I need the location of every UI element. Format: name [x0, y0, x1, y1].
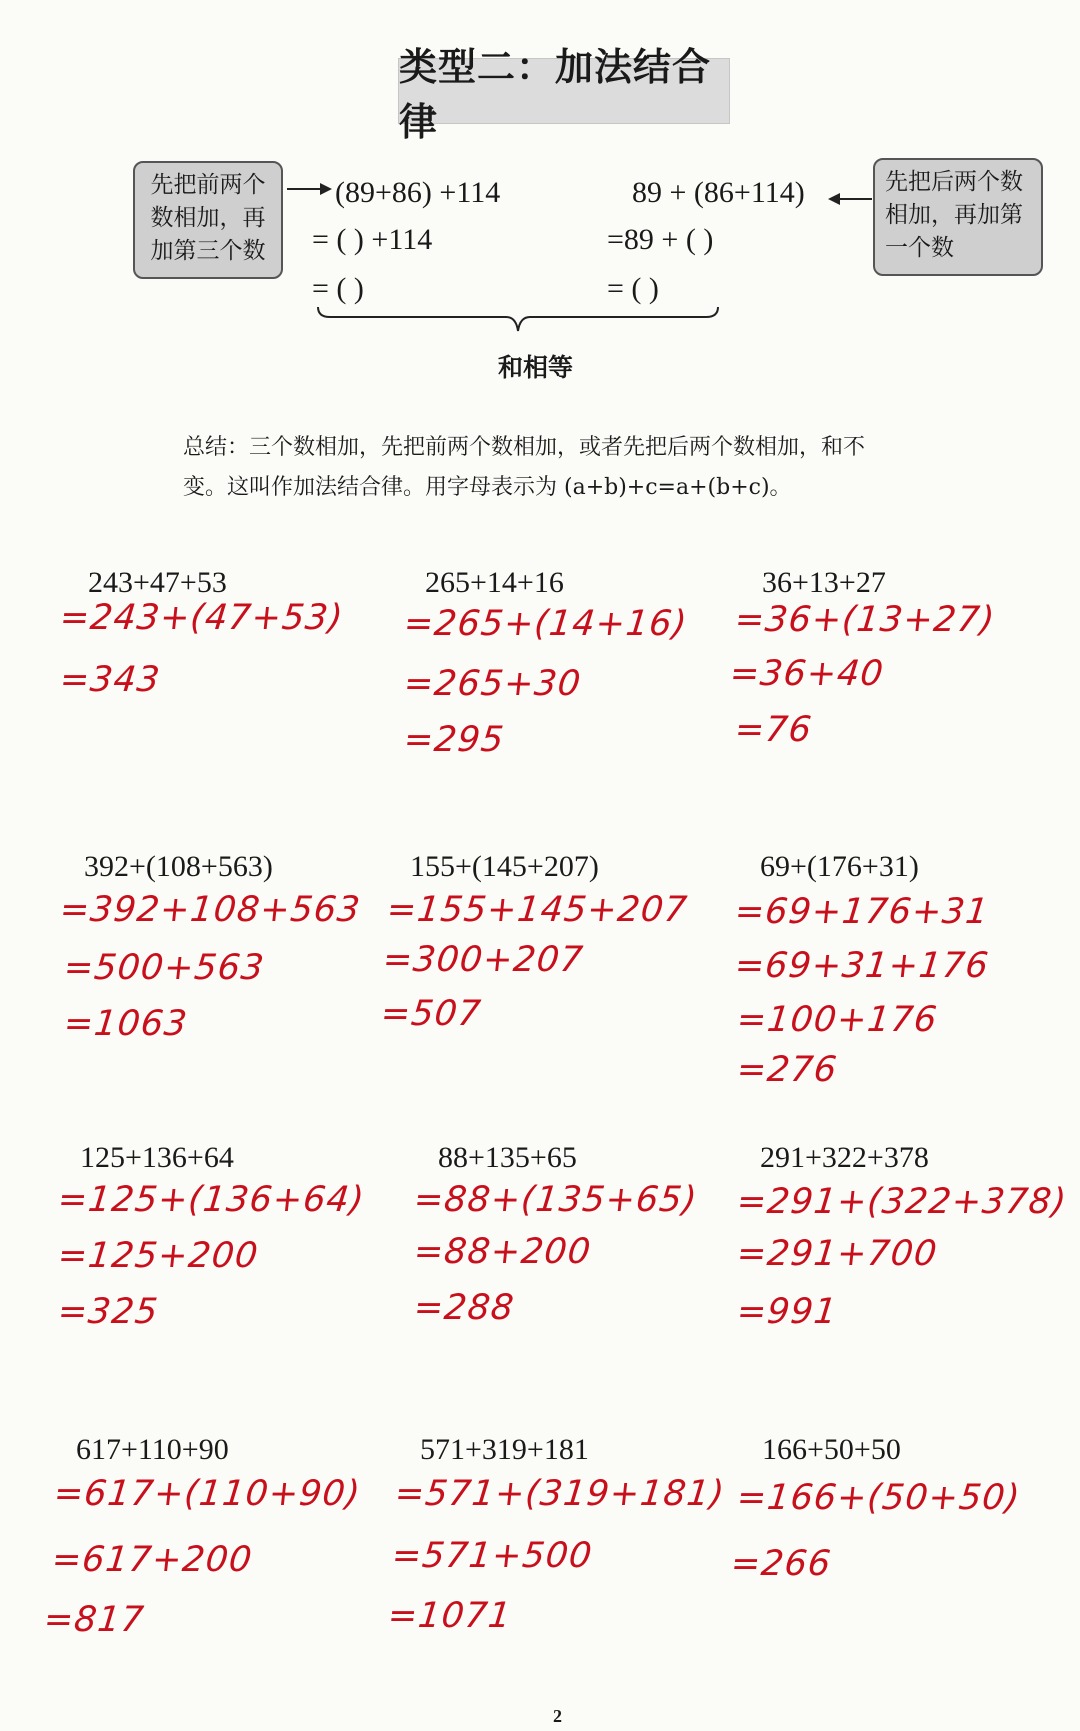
left-tip-line: 加第三个数 — [150, 238, 266, 264]
right-arrow-icon — [828, 193, 840, 205]
left-tip-line: 数相加，再 — [150, 205, 266, 231]
left-expr-line: (89+86) +114 — [335, 176, 501, 209]
answer-step: =571+(319+181) — [392, 1474, 727, 1514]
left-arrow-icon — [320, 183, 332, 195]
summary-line: 变。这叫作加法结合律。用字母表示为 (a+b)+c=a+(b+c)。 — [183, 475, 792, 500]
answer-step: =343 — [57, 660, 163, 700]
left-arrow-line — [287, 188, 323, 190]
answer-step: =291+(322+378) — [734, 1182, 1069, 1222]
summary-line: 总结：三个数相加，先把前两个数相加，或者先把后两个数相加，和不 — [183, 435, 866, 460]
answer-step: =991 — [734, 1292, 840, 1332]
right-expr-line: = ( ) — [607, 272, 659, 305]
page-title: 类型二：加法结合律 — [399, 44, 712, 144]
answer-step: =36+(13+27) — [732, 600, 998, 640]
answer-step: =266 — [728, 1544, 834, 1584]
answer-step: =617+(110+90) — [51, 1474, 363, 1514]
answer-step: =617+200 — [49, 1540, 255, 1580]
problem-question: 243+47+53 — [88, 566, 227, 599]
answer-step: =571+500 — [389, 1536, 595, 1576]
problem-question: 88+135+65 — [438, 1141, 577, 1174]
answer-step: =125+200 — [55, 1236, 261, 1276]
answer-step: =100+176 — [734, 1000, 940, 1040]
answer-step: =276 — [734, 1050, 840, 1090]
problem-question: 69+(176+31) — [760, 850, 919, 883]
answer-step: =76 — [732, 710, 814, 750]
left-expr-line: = ( ) — [312, 272, 364, 305]
answer-step: =155+145+207 — [384, 890, 690, 930]
problem-question: 392+(108+563) — [84, 850, 273, 883]
brace-label: 和相等 — [498, 353, 574, 382]
answer-step: =291+700 — [734, 1234, 940, 1274]
right-expr-line: 89 + (86+114) — [632, 176, 805, 209]
answer-step: =1071 — [385, 1596, 514, 1636]
answer-step: =300+207 — [380, 940, 586, 980]
left-tip-box — [133, 161, 283, 279]
problem-question: 291+322+378 — [760, 1141, 929, 1174]
problem-question: 166+50+50 — [762, 1433, 901, 1466]
right-tip-line: 一个数 — [885, 235, 954, 261]
problem-question: 36+13+27 — [762, 566, 886, 599]
answer-step: =392+108+563 — [57, 890, 363, 930]
answer-step: =88+(135+65) — [411, 1180, 700, 1220]
brace-icon — [316, 305, 720, 335]
page-number: 2 — [553, 1706, 562, 1726]
answer-step: =265+30 — [401, 664, 584, 704]
answer-step: =500+563 — [61, 948, 267, 988]
problem-question: 125+136+64 — [80, 1141, 234, 1174]
answer-step: =325 — [55, 1292, 161, 1332]
right-arrow-line — [838, 198, 872, 200]
right-expr-line: =89 + ( ) — [607, 223, 714, 256]
right-tip-line: 先把后两个数 — [885, 169, 1023, 195]
answer-step: =243+(47+53) — [57, 598, 346, 638]
answer-step: =166+(50+50) — [734, 1478, 1023, 1518]
answer-step: =817 — [41, 1600, 147, 1640]
answer-step: =88+200 — [411, 1232, 594, 1272]
answer-step: =288 — [411, 1288, 517, 1328]
right-tip-line: 相加，再加第 — [885, 202, 1023, 228]
left-tip-line: 先把前两个 — [150, 172, 266, 198]
summary — [183, 428, 963, 508]
answer-step: =265+(14+16) — [401, 604, 690, 644]
problem-question: 265+14+16 — [425, 566, 564, 599]
answer-step: =507 — [378, 994, 484, 1034]
answer-step: =36+40 — [727, 654, 886, 694]
left-expr-line: = ( ) +114 — [312, 223, 433, 256]
answer-step: =69+31+176 — [732, 946, 991, 986]
right-tip-box — [873, 158, 1043, 276]
problem-question: 617+110+90 — [76, 1433, 229, 1466]
answer-step: =295 — [401, 720, 507, 760]
answer-step: =125+(136+64) — [55, 1180, 367, 1220]
answer-step: =69+176+31 — [732, 892, 991, 932]
problem-question: 571+319+181 — [420, 1433, 589, 1466]
title-banner — [398, 44, 730, 144]
problem-question: 155+(145+207) — [410, 850, 599, 883]
answer-step: =1063 — [61, 1004, 190, 1044]
